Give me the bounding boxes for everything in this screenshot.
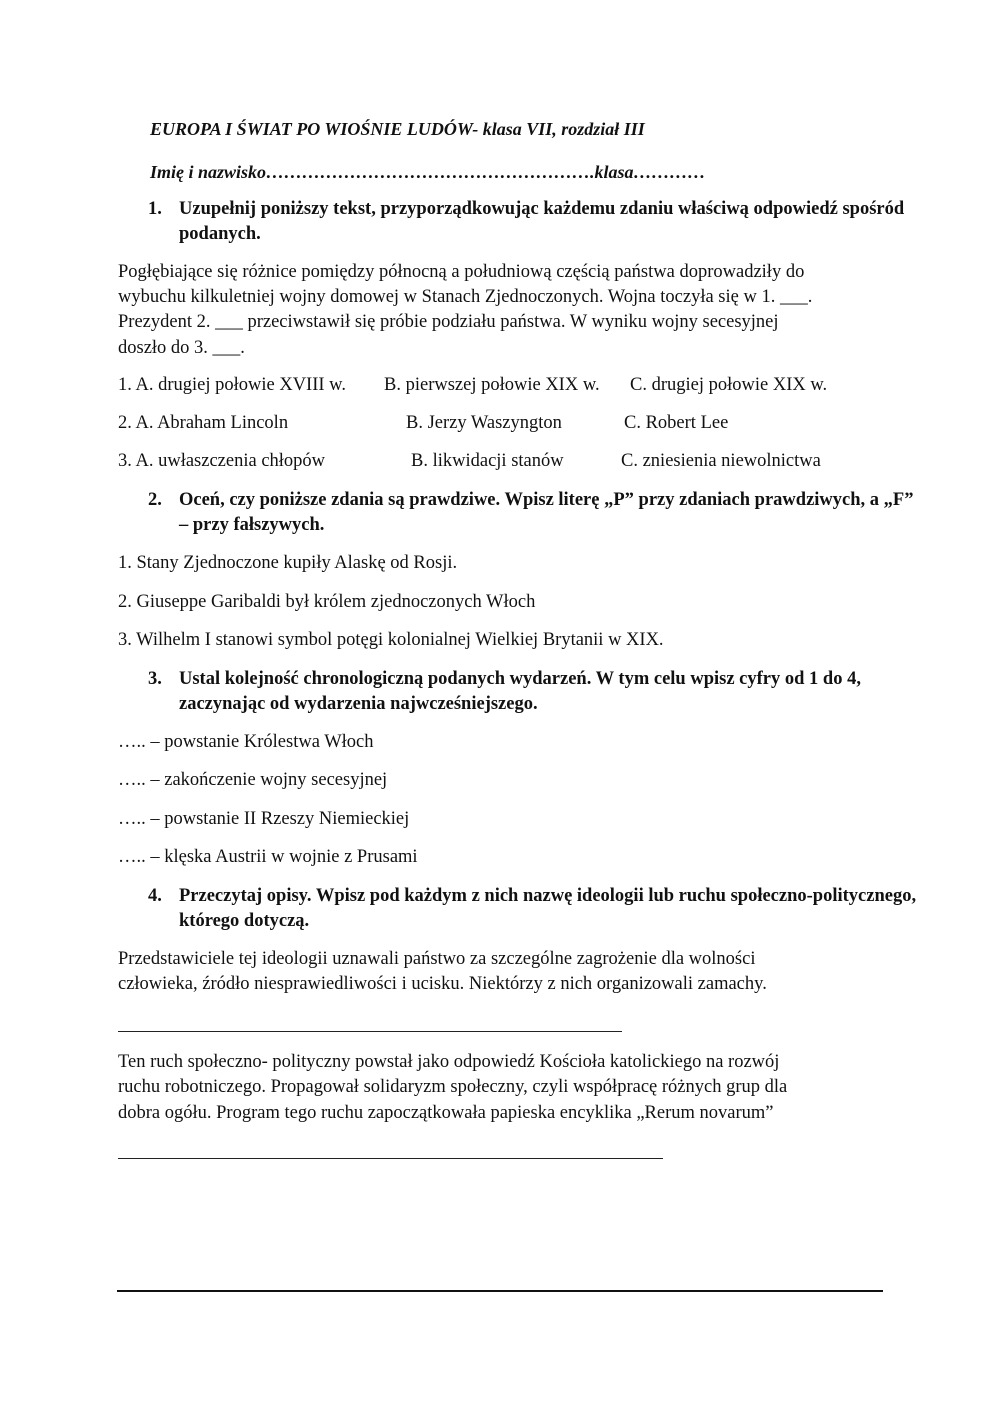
- option-3c[interactable]: C. zniesienia niewolnictwa: [621, 451, 821, 471]
- task-1-text: Uzupełnij poniższy tekst, przyporządkowując każdemu zdaniu właściwą odpowiedź spośród podanych.: [179, 199, 905, 244]
- option-1b[interactable]: B. pierwszej połowie XIX w.: [384, 375, 600, 395]
- task-4-text: Przeczytaj opisy. Wpisz pod każdym z nich nazwę ideologii lub ruchu społeczno-politycznego, którego dotyczą.: [179, 886, 917, 931]
- task-2-text: Oceń, czy poniższe zdania są prawdziwe. Wpisz literę „P” przy zdaniach prawdziwych, a „F” – przy fałszywych.: [179, 490, 914, 535]
- worksheet-title: EUROPA I ŚWIAT PO WIOŚNIE LUDÓW- klasa VII, rozdział III: [150, 119, 645, 139]
- event-item[interactable]: ….. – klęska Austrii w wojnie z Prusami: [118, 847, 418, 867]
- task-4-number: 4.: [148, 886, 162, 906]
- option-2a[interactable]: 2. A. Abraham Lincoln: [118, 413, 289, 433]
- task-3-text: Ustal kolejność chronologiczną podanych wydarzeń. W tym celu wpisz cyfry od 1 do 4, zaczynając od wydarzenia najwcześniejszego.: [179, 669, 861, 714]
- description-line: Ten ruch społeczno- polityczny powstał jako odpowiedź Kościoła katolickiego na rozwój: [118, 1052, 780, 1072]
- task-3-number: 3.: [148, 669, 162, 689]
- option-2b[interactable]: B. Jerzy Waszyngton: [406, 413, 562, 433]
- event-item[interactable]: ….. – powstanie II Rzeszy Niemieckiej: [118, 809, 410, 829]
- task-1-number: 1.: [148, 199, 162, 219]
- event-item[interactable]: ….. – zakończenie wojny secesyjnej: [118, 770, 388, 790]
- name-and-class-field[interactable]: Imię i nazwisko……………………………………………….klasa…………: [150, 162, 706, 182]
- option-1a[interactable]: 1. A. drugiej połowie XVIII w.: [118, 375, 346, 395]
- statement-item[interactable]: 3. Wilhelm I stanowi symbol potęgi kolonialnej Wielkiej Brytanii w XIX.: [118, 630, 664, 650]
- description-line: dobra ogółu. Program tego ruchu zapoczątkowała papieska encyklika „Rerum novarum”: [118, 1103, 774, 1123]
- option-3b[interactable]: B. likwidacji stanów: [411, 451, 564, 471]
- description-line: ruchu robotniczego. Propagował solidaryzm społeczny, czyli współpracę różnych grup dla: [118, 1077, 788, 1097]
- description-line: człowieka, źródło niesprawiedliwości i ucisku. Niektórzy z nich organizowali zamachy.: [118, 974, 767, 994]
- passage-line: Pogłębiające się różnice pomiędzy północną a południową częścią państwa doprowadziły do: [118, 262, 805, 282]
- passage-line: wybuchu kilkuletniej wojny domowej w Stanach Zjednoczonych. Wojna toczyła się w 1. ___.: [118, 287, 813, 307]
- description-line: Przedstawiciele tej ideologii uznawali państwo za szczególne zagrożenie dla wolności: [118, 949, 756, 969]
- statement-item[interactable]: 2. Giuseppe Garibaldi był królem zjednoczonych Włoch: [118, 592, 536, 612]
- answer-line-2[interactable]: [118, 1158, 663, 1159]
- option-3a[interactable]: 3. A. uwłaszczenia chłopów: [118, 451, 326, 471]
- option-2c[interactable]: C. Robert Lee: [624, 413, 729, 433]
- passage-line: doszło do 3. ___.: [118, 338, 245, 358]
- footer-divider: [117, 1290, 883, 1292]
- task-2-number: 2.: [148, 490, 162, 510]
- passage-line: Prezydent 2. ___ przeciwstawił się próbie podziału państwa. W wyniku wojny secesyjnej: [118, 312, 779, 332]
- answer-line-1[interactable]: [118, 1031, 622, 1032]
- statement-item[interactable]: 1. Stany Zjednoczone kupiły Alaskę od Rosji.: [118, 553, 458, 573]
- option-1c[interactable]: C. drugiej połowie XIX w.: [630, 375, 828, 395]
- event-item[interactable]: ….. – powstanie Królestwa Włoch: [118, 732, 374, 752]
